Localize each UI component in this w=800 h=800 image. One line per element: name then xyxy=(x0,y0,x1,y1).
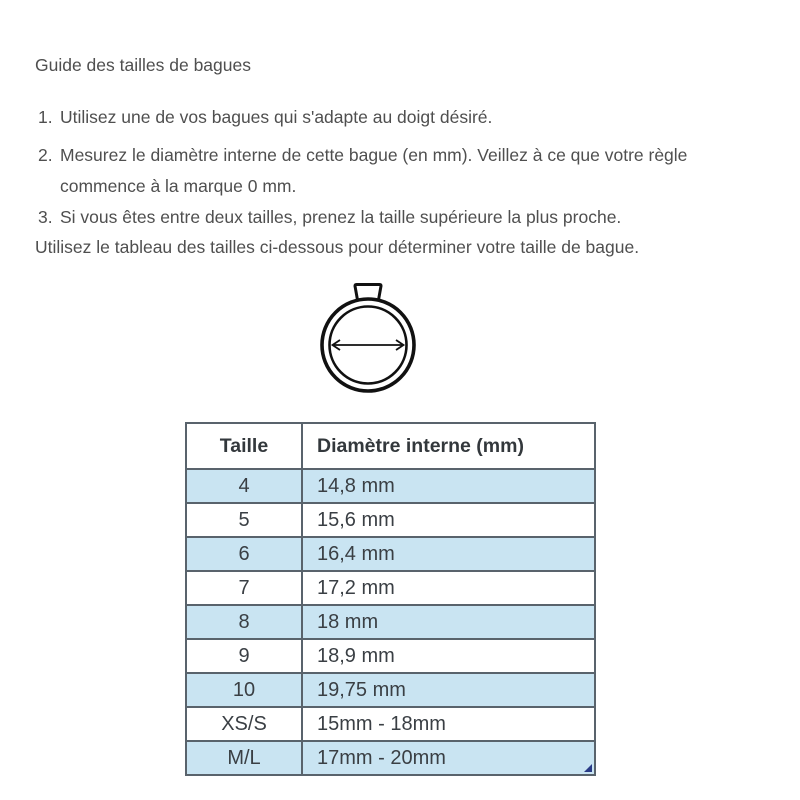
table-header-row xyxy=(186,423,595,469)
instruction-number: 3. xyxy=(38,207,53,227)
table-corner-marker-icon xyxy=(584,764,592,772)
diameter-cell: 17mm - 20mm xyxy=(302,741,595,775)
diameter-cell: 18 mm xyxy=(302,605,595,639)
instruction-item-3 xyxy=(38,202,621,233)
instruction-number: 2. xyxy=(38,145,53,165)
size-cell: 7 xyxy=(186,571,302,605)
instruction-text: Mesurez le diamètre interne de cette bague (en mm). Veillez à ce que votre règle commence à la marque 0 mm. xyxy=(60,145,688,196)
size-cell: 6 xyxy=(186,537,302,571)
table-row xyxy=(186,639,595,673)
size-cell: M/L xyxy=(186,741,302,775)
table-row xyxy=(186,537,595,571)
size-cell: 4 xyxy=(186,469,302,503)
table-row xyxy=(186,503,595,537)
size-cell: 9 xyxy=(186,639,302,673)
instruction-text: Si vous êtes entre deux tailles, prenez la taille supérieure la plus proche. xyxy=(60,207,622,227)
table-row xyxy=(186,571,595,605)
ring-size-table xyxy=(185,422,596,776)
instruction-item-1 xyxy=(38,102,492,133)
diameter-cell: 19,75 mm xyxy=(302,673,595,707)
table-row xyxy=(186,469,595,503)
diameter-column-header: Diamètre interne (mm) xyxy=(302,423,595,469)
diameter-cell: 16,4 mm xyxy=(302,537,595,571)
table-row xyxy=(186,673,595,707)
diameter-cell: 14,8 mm xyxy=(302,469,595,503)
ring-inner-diameter-arrow-icon xyxy=(318,281,418,395)
size-cell: 5 xyxy=(186,503,302,537)
table-row xyxy=(186,605,595,639)
size-cell: 8 xyxy=(186,605,302,639)
table-row xyxy=(186,707,595,741)
instruction-item-2 xyxy=(38,140,732,202)
diameter-cell: 15,6 mm xyxy=(302,503,595,537)
diameter-cell: 17,2 mm xyxy=(302,571,595,605)
table-intro-note: Utilisez le tableau des tailles ci-dessous pour déterminer votre taille de bague. xyxy=(35,237,640,257)
instruction-number: 1. xyxy=(38,107,53,127)
size-cell: 10 xyxy=(186,673,302,707)
diameter-cell: 18,9 mm xyxy=(302,639,595,673)
size-column-header: Taille xyxy=(186,423,302,469)
size-table-container xyxy=(185,422,596,776)
size-cell: XS/S xyxy=(186,707,302,741)
instruction-text: Utilisez une de vos bagues qui s'adapte au doigt désiré. xyxy=(60,107,493,127)
diameter-cell: 15mm - 18mm xyxy=(302,707,595,741)
table-row xyxy=(186,741,595,775)
page-title: Guide des tailles de bagues xyxy=(35,55,251,75)
